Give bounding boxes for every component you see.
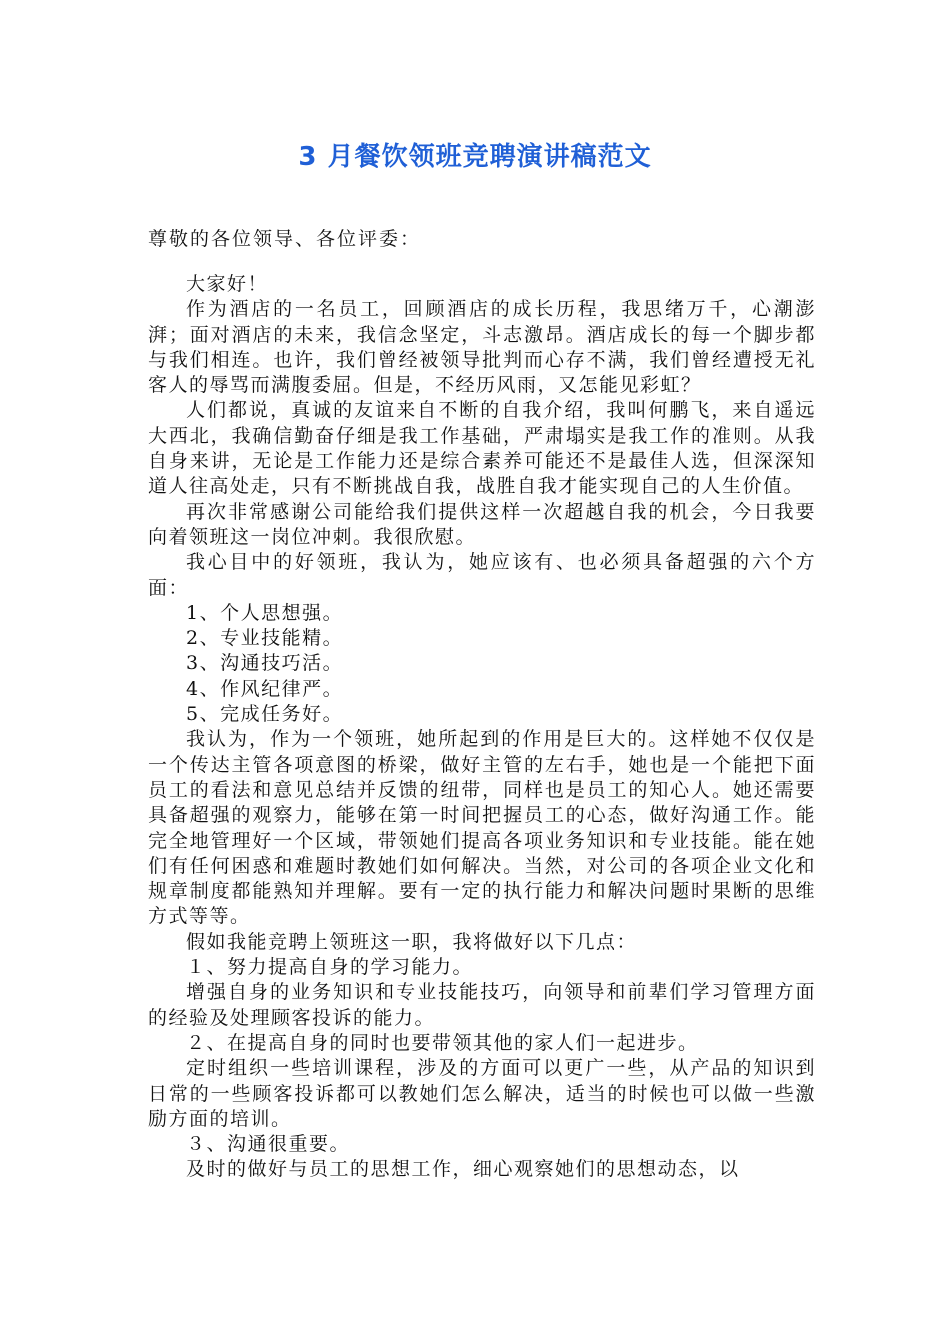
document-title: 3 月餐饮领班竞聘演讲稿范文 [298,142,652,172]
list-item: １、努力提高自身的学习能力。 [186,956,474,979]
list-item: 5、完成任务好。 [186,703,344,726]
list-item: 2、专业技能精。 [186,627,344,650]
paragraph: 假如我能竞聘上领班这一职，我将做好以下几点： [186,930,638,953]
list-item: 3、沟通技巧活。 [186,652,344,675]
list-item: ３、沟通很重要。 [186,1133,351,1156]
list-item: 4、作风纪律严。 [186,677,344,700]
list-item: 1、个人思想强。 [186,601,344,624]
paragraph: 增强自身的业务知识和专业技能技巧，向领导和前辈们学习管理方面的经验及处理顾客投诉的能力。 [148,981,816,1029]
paragraph: 我心目中的好领班，我认为，她应该有、也必须具备超强的六个方面： [148,551,816,599]
document-body [148,272,816,1183]
paragraph: 及时的做好与员工的思想工作，细心观察她们的思想动态，以 [186,1158,740,1181]
paragraph: 我认为，作为一个领班，她所起到的作用是巨大的。这样她不仅仅是一个传达主管各项意图的桥梁，做好主管的左右手，她也是一个能把下面员工的看法和意见总结并反馈的纽带，同样也是员工的知心人。她还需要具备超强的观察力，能够在第一时间把握员工的心态，做好沟通工作。能完全地管理好一个区域，带领她们提高各项业务知识和专业技能。能在她们有任何困惑和难题时教她们如何解决。当然，对公司的各项企业文化和规章制度都能熟知并理解。要有一定的执行能力和解决问题时果断的思维方式等等。 [148,728,816,928]
salutation: 尊敬的各位领导、各位评委： [148,228,422,250]
paragraph: 大家好！ [186,273,269,295]
list-item: ２、在提高自身的同时也要带领其他的家人们一起进步。 [186,1031,699,1054]
paragraph: 人们都说，真诚的友谊来自不断的自我介绍，我叫何鹏飞，来自遥远大西北，我确信勤奋仔细是我工作基础，严肃塌实是我工作的准则。从我自身来讲，无论是工作能力还是综合素养可能还不是最佳人选，但深深知道人往高处走，只有不断挑战自我，战胜自我才能实现自己的人生价值。 [148,399,816,498]
paragraph: 定时组织一些培训课程，涉及的方面可以更广一些，从产品的知识到日常的一些顾客投诉都可以教她们怎么解决，适当的时候也可以做一些激励方面的培训。 [148,1057,816,1130]
paragraph: 再次非常感谢公司能给我们提供这样一次超越自我的机会，今日我要向着领班这一岗位冲刺。我很欣慰。 [148,500,816,548]
paragraph: 作为酒店的一名员工，回顾酒店的成长历程，我思绪万千，心潮澎湃；面对酒店的未来，我信念坚定，斗志激昂。酒店成长的每一个脚步都与我们相连。也许，我们曾经被领导批判而心存不满，我们曾经遭授无礼客人的辱骂而满腹委屈。但是，不经历风雨，又怎能见彩虹？ [148,298,816,397]
